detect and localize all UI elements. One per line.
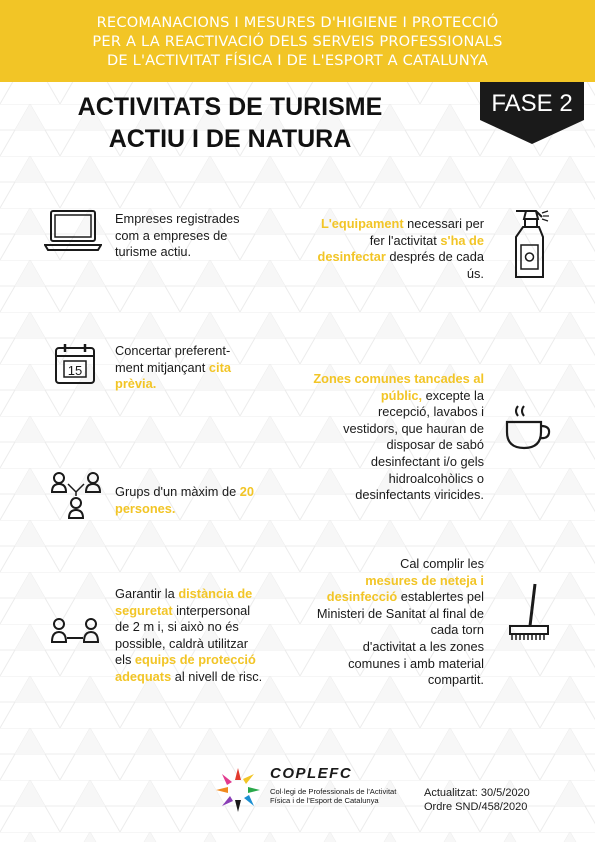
right-item-1 (290, 216, 484, 282)
logo-subtitle-2: Física i de l'Esport de Catalunya (270, 796, 379, 805)
body-text: Ministeri de Sanitat al final de (316, 605, 484, 621)
header-banner (0, 0, 595, 82)
calendar-icon (53, 342, 97, 386)
body-text: fer l'activitat (369, 232, 441, 248)
body-text: Cal complir les (400, 556, 484, 571)
body-text: disposar de sabó (386, 437, 484, 453)
right-item-2 (290, 371, 484, 504)
highlight-text: públic, (380, 387, 423, 403)
body-text: possible, caldrà utilitzar (115, 635, 249, 651)
highlight-text: distància de (178, 586, 253, 601)
body-text: excepte la (422, 387, 484, 403)
body-text: interpersonal (172, 602, 251, 618)
page-title-line-2: ACTIU I DE NATURA (108, 125, 352, 153)
coplefc-logo-mark (214, 766, 262, 814)
highlight-text: mesures de neteja i (365, 572, 484, 588)
highlight-text: desinfecció (326, 589, 398, 605)
highlight-text: L'equipament (320, 216, 404, 231)
calendar-day-number: 15 (67, 363, 83, 378)
mop-icon (506, 582, 552, 642)
body-text: ús. (466, 265, 484, 281)
body-text: Concertar preferent- (115, 343, 231, 358)
highlight-text: seguretat (115, 602, 173, 618)
body-text: necessari per (403, 216, 484, 231)
body-text: comunes i amb material (348, 655, 484, 671)
logo-name: COPLEFC (270, 765, 353, 782)
body-text: cada torn (430, 622, 484, 638)
body-text: desinfectants viricides. (355, 487, 484, 503)
body-text: hidroalcohòlics o (388, 470, 484, 486)
body-text: Garantir la (115, 586, 179, 601)
phase-label: FASE 2 (491, 90, 573, 117)
order-reference: Ordre SND/458/2020 (424, 801, 528, 813)
logo-subtitle-1: Col·legi de Professionals de l'Activitat (270, 787, 397, 796)
coffee-cup-icon (504, 404, 552, 452)
body-text: establertes pel (397, 589, 484, 605)
body-text: Empreses registrades (115, 211, 240, 226)
body-text: els (115, 652, 135, 668)
body-text: compartit. (427, 672, 484, 688)
body-text: ment mitjançant (115, 359, 209, 375)
distance-icon (50, 617, 100, 645)
left-item-4 (115, 586, 290, 686)
highlight-text: 20 (239, 484, 255, 499)
left-item-3 (115, 484, 285, 517)
highlight-text: cita (208, 359, 231, 375)
highlight-text: equips de protecció (134, 652, 256, 668)
highlight-text: prèvia. (115, 376, 157, 392)
body-text: desinfectant i/o gels (370, 453, 484, 469)
body-text: recepció, lavabos i (378, 404, 484, 420)
body-text: vestidors, que hauran de (343, 420, 484, 436)
highlight-text: s'ha de (440, 232, 484, 248)
page-title-line-1: ACTIVITATS DE TURISME (77, 93, 383, 121)
highlight-text: Zones comunes tancades al (313, 371, 484, 386)
body-text: després de cada (385, 249, 484, 265)
body-text: al nivell de risc. (171, 668, 263, 684)
left-item-2 (115, 343, 285, 393)
right-item-3 (290, 556, 484, 689)
header-line-1: RECOMANACIONS I MESURES D'HIGIENE I PROTECCIÓ (96, 13, 499, 31)
highlight-text: desinfectar (317, 249, 386, 265)
header-line-2: PER A LA REACTIVACIÓ DELS SERVEIS PROFESSIONALS (92, 32, 503, 50)
group-icon (50, 470, 102, 522)
body-text: Grups d'un màxim de (115, 484, 240, 499)
body-text: d'activitat a les zones (362, 638, 484, 654)
highlight-text: adequats (115, 668, 172, 684)
body-text: com a empreses de (115, 227, 228, 243)
phase-badge (480, 82, 584, 144)
header-line-3: DE L'ACTIVITAT FÍSICA I DE L'ESPORT A CATALUNYA (106, 51, 489, 69)
spray-bottle-icon (508, 207, 550, 281)
update-date: Actualitzat: 30/5/2020 (424, 787, 530, 799)
laptop-icon (44, 208, 102, 252)
highlight-text: persones. (115, 500, 176, 516)
left-item-1 (115, 211, 285, 261)
body-text: turisme actiu. (115, 244, 192, 260)
body-text: de 2 m i, si això no és (115, 619, 239, 635)
